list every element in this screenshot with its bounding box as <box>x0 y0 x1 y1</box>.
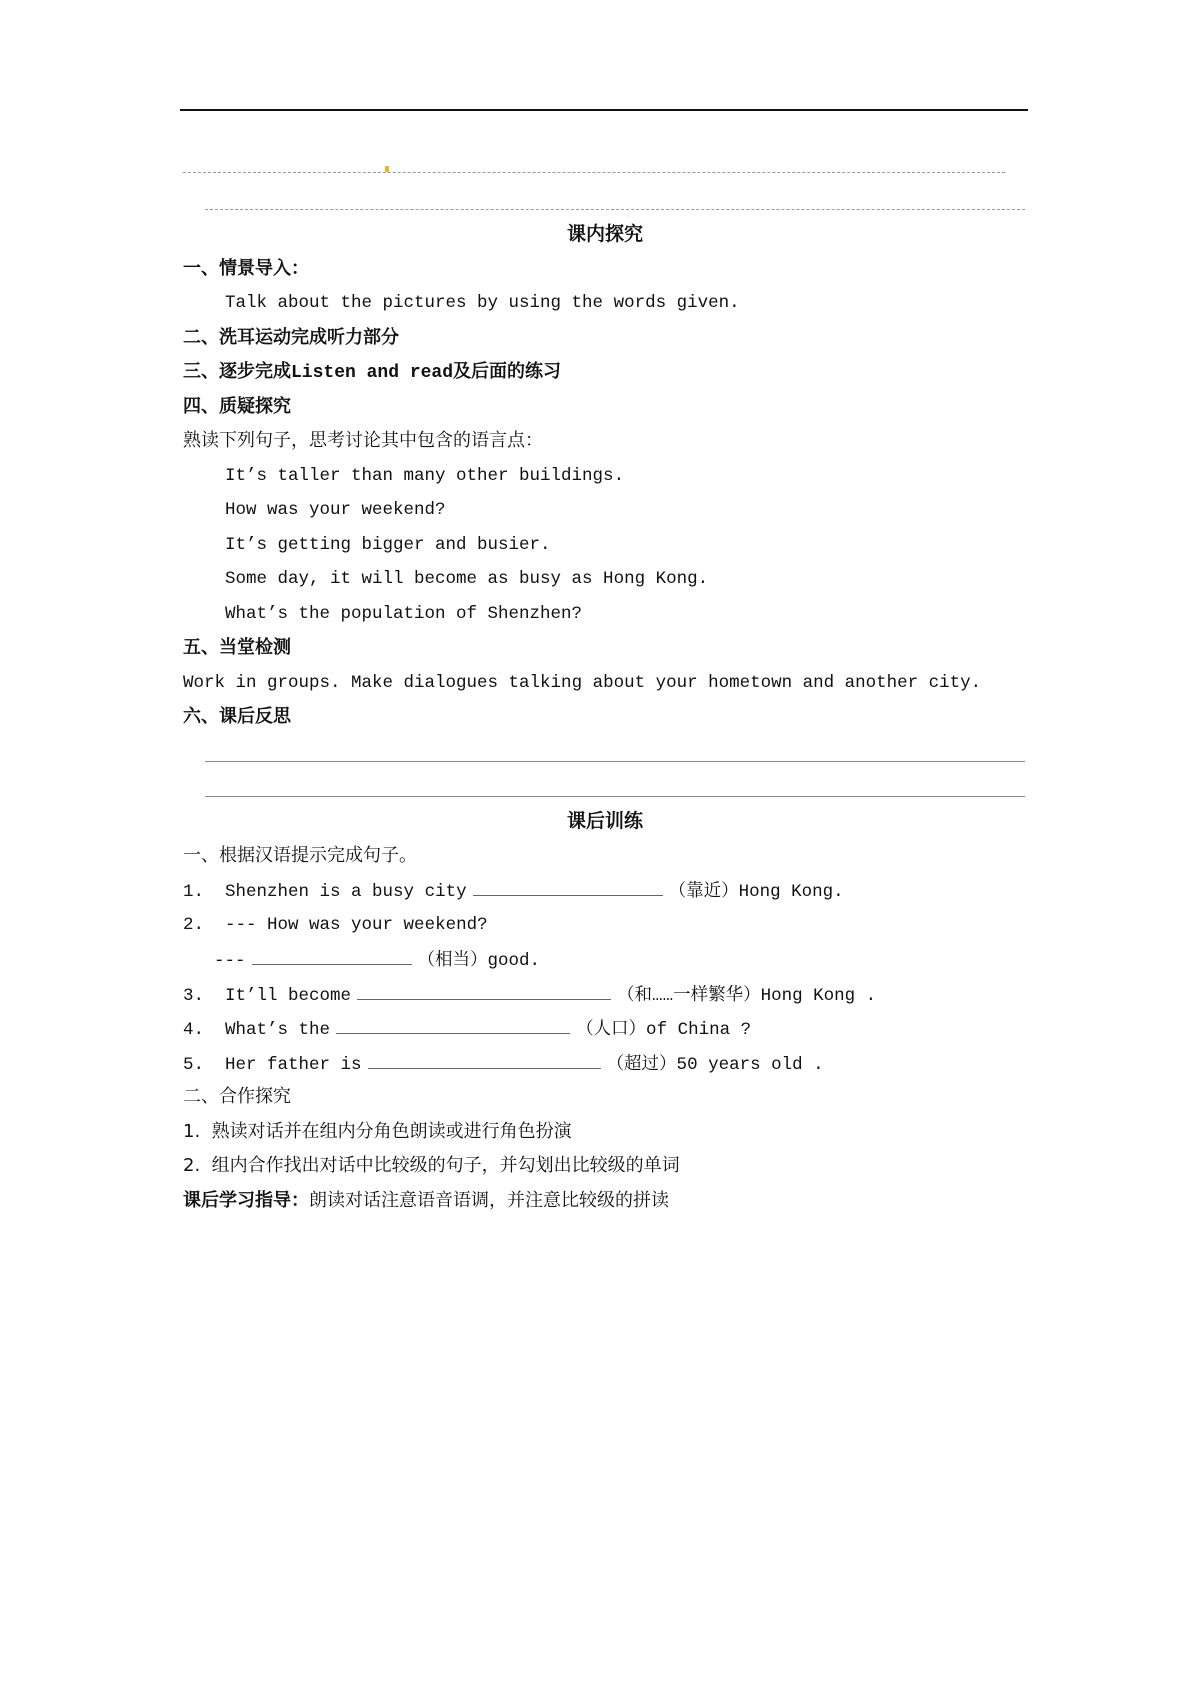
answer-blank[interactable] <box>336 1011 570 1034</box>
heading: 六、课后反思 <box>183 706 291 727</box>
question-4 <box>183 1011 751 1045</box>
sentence: What’s the population of Shenzhen? <box>225 604 583 624</box>
q-num: 1. <box>183 882 205 902</box>
sentence: Some day, it will become as busy as Hong Kong. <box>225 569 709 589</box>
heading: 二、洗耳运动完成听力部分 <box>183 327 399 348</box>
q-num: 3. <box>183 986 205 1006</box>
question-2 <box>183 908 488 942</box>
heading-en: Listen and read <box>291 363 454 383</box>
heading-suffix: 及后面的练习 <box>453 361 562 382</box>
q-num: 4. <box>183 1020 205 1040</box>
q-hint: （超过）50 years old . <box>606 1055 824 1075</box>
q-text: What’s the <box>225 1020 331 1040</box>
answer-blank[interactable] <box>252 942 412 965</box>
section-title: 课后训练 <box>566 810 643 832</box>
sentence: How was your weekend? <box>225 500 446 520</box>
q-hint: （人口）of China ? <box>576 1020 752 1040</box>
q-text: It’ll become <box>225 986 352 1006</box>
text: Work in groups. Make dialogues talking about your hometown and another city. <box>183 673 982 693</box>
marker <box>385 166 389 172</box>
answer-blank[interactable] <box>368 1046 601 1069</box>
sentence: It’s getting bigger and busier. <box>225 535 551 555</box>
q-num: 5. <box>183 1055 205 1075</box>
heading <box>183 355 561 389</box>
q-hint: （靠近）Hong Kong. <box>668 882 844 902</box>
q-hint: （相当）good. <box>417 951 541 971</box>
heading-prefix: 三、逐步完成 <box>183 361 291 382</box>
heading: 一、情景导入： <box>183 258 309 279</box>
q-num: 2. <box>183 915 205 935</box>
question-3 <box>183 977 876 1011</box>
guide <box>183 1184 669 1218</box>
guide-text: 朗读对话注意语音语调，并注意比较级的拼读 <box>309 1190 669 1211</box>
answer-line <box>183 172 1005 173</box>
q-hint: （和……一样繁华）Hong Kong . <box>617 986 877 1006</box>
heading: 五、当堂检测 <box>183 637 291 658</box>
task: 2. 组内合作找出对话中比较级的句子，并勾划出比较级的单词 <box>183 1155 680 1176</box>
q-text: --- <box>214 951 246 971</box>
section-title: 课内探究 <box>566 223 643 245</box>
question-1 <box>183 873 844 907</box>
part-heading: 二、合作探究 <box>183 1086 291 1107</box>
question-5 <box>183 1046 824 1080</box>
sentence: It’s taller than many other buildings. <box>225 466 625 486</box>
header-rule <box>180 109 1028 111</box>
answer-line <box>205 209 1025 210</box>
answer-line <box>205 761 1025 762</box>
text: Talk about the pictures by using the words given. <box>225 293 740 313</box>
intro: 熟读下列句子，思考讨论其中包含的语言点： <box>183 430 543 451</box>
part-heading: 一、根据汉语提示完成句子。 <box>183 845 417 866</box>
q-text: Her father is <box>225 1055 362 1075</box>
answer-blank[interactable] <box>357 977 611 1000</box>
answer-blank[interactable] <box>473 873 663 896</box>
q-text: Shenzhen is a busy city <box>225 882 467 902</box>
answer-line <box>205 796 1025 797</box>
task: 1. 熟读对话并在组内分角色朗读或进行角色扮演 <box>183 1121 572 1142</box>
guide-label: 课后学习指导： <box>183 1190 309 1211</box>
question-2-answer <box>214 942 540 976</box>
heading: 四、质疑探究 <box>183 396 291 417</box>
q-text: --- How was your weekend? <box>225 915 488 935</box>
